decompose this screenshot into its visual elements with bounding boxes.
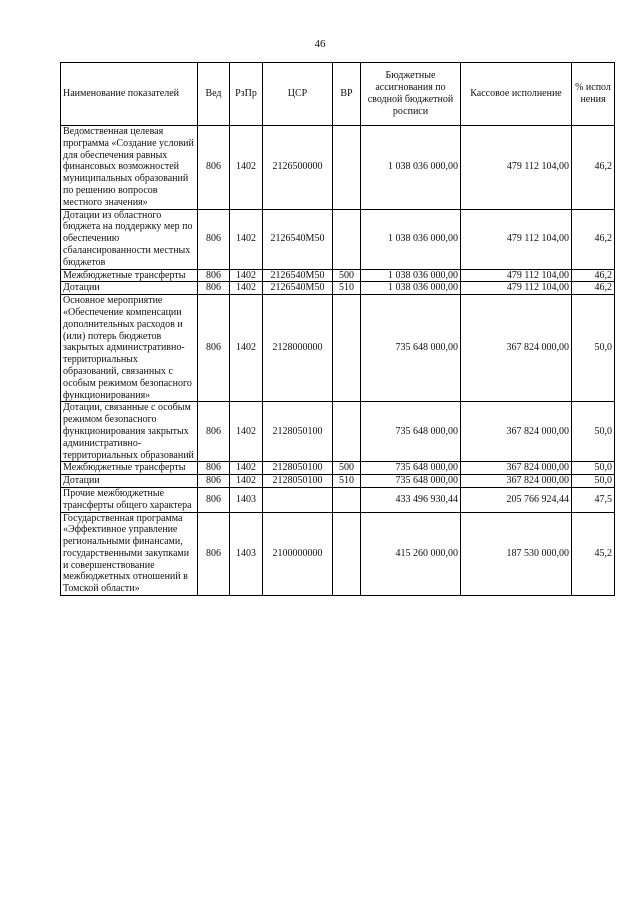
row-ved: 806 [198, 209, 230, 269]
table-header-row [61, 63, 615, 126]
row-ved: 806 [198, 295, 230, 402]
row-vr [333, 512, 361, 596]
header-vr: ВР [333, 63, 361, 126]
row-name: Межбюджетные трансферты [61, 462, 198, 475]
page-number: 46 [314, 38, 326, 50]
row-rzpr: 1402 [230, 126, 263, 210]
row-csr: 2126540М50 [263, 209, 333, 269]
row-csr [263, 487, 333, 512]
row-percent: 47,5 [572, 487, 615, 512]
row-budget: 1 038 036 000,00 [361, 269, 461, 282]
header-rzpr: РзПр [230, 63, 263, 126]
row-ved: 806 [198, 475, 230, 488]
row-name: Основное мероприятие «Обеспечение компенсации дополнительных расходов и (или) потерь бюджетов закрытых административно-территориальных образований, связанных с особым режимом безопасного функционирования» [61, 295, 198, 402]
table-row [61, 462, 615, 475]
row-csr: 2128000000 [263, 295, 333, 402]
row-cash: 479 112 104,00 [461, 282, 572, 295]
row-budget: 1 038 036 000,00 [361, 126, 461, 210]
row-name: Дотации из областного бюджета на поддержку мер по обеспечению сбалансированности местных бюджетов [61, 209, 198, 269]
row-budget: 433 496 930,44 [361, 487, 461, 512]
row-csr: 2126540М50 [263, 269, 333, 282]
row-cash: 187 530 000,00 [461, 512, 572, 596]
row-percent: 50,0 [572, 402, 615, 462]
row-budget: 735 648 000,00 [361, 475, 461, 488]
row-vr [333, 295, 361, 402]
row-csr: 2126540М50 [263, 282, 333, 295]
row-csr: 2128050100 [263, 402, 333, 462]
row-vr: 500 [333, 269, 361, 282]
row-cash: 367 824 000,00 [461, 402, 572, 462]
table-row [61, 282, 615, 295]
row-budget: 415 260 000,00 [361, 512, 461, 596]
row-ved: 806 [198, 487, 230, 512]
row-name: Государственная программа «Эффективное управление региональными финансами, государственными закупками и совершенствование межбюджетных отношений в Томской области» [61, 512, 198, 596]
row-ved: 806 [198, 462, 230, 475]
row-rzpr: 1402 [230, 462, 263, 475]
row-percent: 46,2 [572, 282, 615, 295]
row-percent: 46,2 [572, 209, 615, 269]
row-budget: 1 038 036 000,00 [361, 282, 461, 295]
row-budget: 1 038 036 000,00 [361, 209, 461, 269]
row-vr [333, 487, 361, 512]
header-cash: Кассовое исполнение [461, 63, 572, 126]
row-name: Прочие межбюджетные трансферты общего характера [61, 487, 198, 512]
row-percent: 50,0 [572, 475, 615, 488]
row-budget: 735 648 000,00 [361, 402, 461, 462]
header-csr: ЦСР [263, 63, 333, 126]
row-rzpr: 1403 [230, 487, 263, 512]
row-percent: 50,0 [572, 462, 615, 475]
row-rzpr: 1402 [230, 402, 263, 462]
row-ved: 806 [198, 402, 230, 462]
row-vr: 510 [333, 282, 361, 295]
row-vr [333, 126, 361, 210]
row-cash: 205 766 924,44 [461, 487, 572, 512]
row-vr [333, 209, 361, 269]
header-ved: Вед [198, 63, 230, 126]
table-row [61, 512, 615, 596]
header-budget: Бюджетные ассигнования по сводной бюджетной росписи [361, 63, 461, 126]
row-percent: 50,0 [572, 295, 615, 402]
row-ved: 806 [198, 512, 230, 596]
row-cash: 479 112 104,00 [461, 126, 572, 210]
row-rzpr: 1402 [230, 475, 263, 488]
table-row [61, 487, 615, 512]
row-rzpr: 1402 [230, 269, 263, 282]
row-rzpr: 1402 [230, 282, 263, 295]
table-row [61, 402, 615, 462]
row-percent: 45,2 [572, 512, 615, 596]
row-csr: 2126500000 [263, 126, 333, 210]
row-csr: 2128050100 [263, 462, 333, 475]
row-csr: 2128050100 [263, 475, 333, 488]
row-budget: 735 648 000,00 [361, 295, 461, 402]
row-name: Дотации [61, 475, 198, 488]
row-cash: 367 824 000,00 [461, 295, 572, 402]
table-row [61, 295, 615, 402]
row-percent: 46,2 [572, 126, 615, 210]
row-vr [333, 402, 361, 462]
row-ved: 806 [198, 282, 230, 295]
row-name: Дотации, связанные с особым режимом безопасного функционирования закрытых административно-территориальных образований [61, 402, 198, 462]
row-budget: 735 648 000,00 [361, 462, 461, 475]
row-name: Дотации [61, 282, 198, 295]
row-name: Ведомственная целевая программа «Создание условий для обеспечения равных финансовых возможностей муниципальных образований по решению вопросов местного значения» [61, 126, 198, 210]
table-row [61, 475, 615, 488]
row-rzpr: 1402 [230, 295, 263, 402]
row-cash: 479 112 104,00 [461, 209, 572, 269]
header-name: Наименование показателей [61, 63, 198, 126]
row-ved: 806 [198, 269, 230, 282]
row-cash: 479 112 104,00 [461, 269, 572, 282]
table-row [61, 209, 615, 269]
row-csr: 2100000000 [263, 512, 333, 596]
row-vr: 500 [333, 462, 361, 475]
row-percent: 46,2 [572, 269, 615, 282]
budget-execution-table [60, 62, 615, 596]
row-name: Межбюджетные трансферты [61, 269, 198, 282]
row-rzpr: 1402 [230, 209, 263, 269]
row-cash: 367 824 000,00 [461, 475, 572, 488]
table-row [61, 269, 615, 282]
row-cash: 367 824 000,00 [461, 462, 572, 475]
table-row [61, 126, 615, 210]
row-rzpr: 1403 [230, 512, 263, 596]
row-ved: 806 [198, 126, 230, 210]
row-vr: 510 [333, 475, 361, 488]
header-percent: % испол нения [572, 63, 615, 126]
